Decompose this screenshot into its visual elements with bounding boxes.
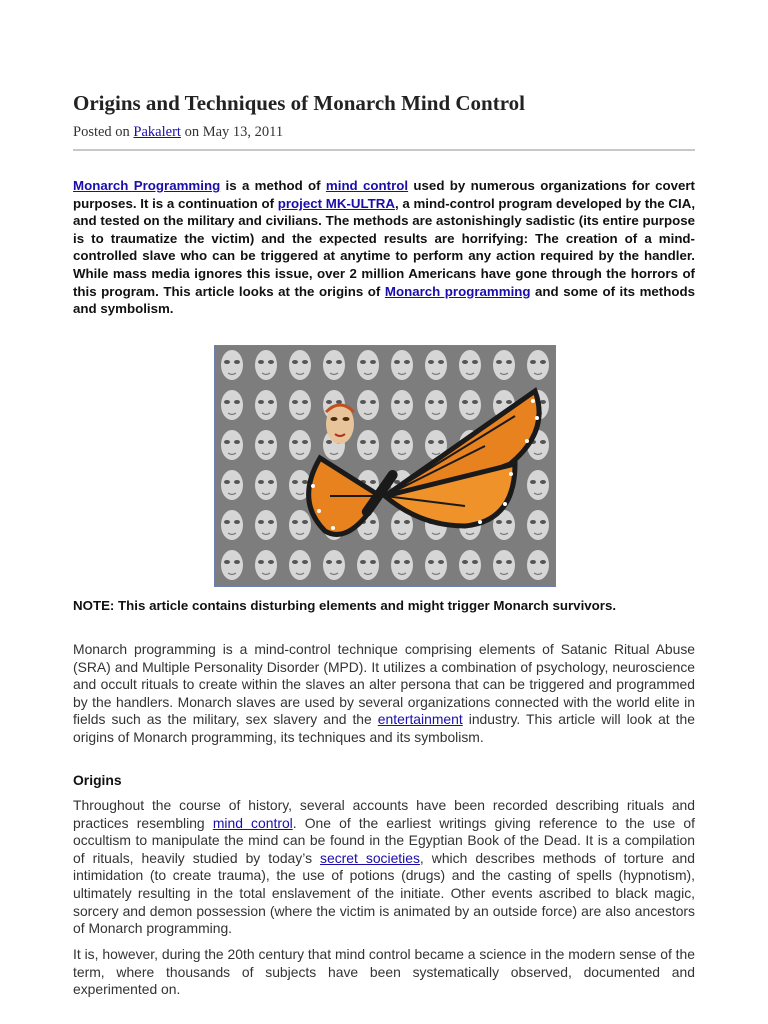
- paragraph-20th-century: It is, however, during the 20th century that mind control became a science in the modern sense of the term, where thousands of subjects have been systematically observed, documented and experimented on.: [73, 946, 695, 998]
- monarch-programming-link-2[interactable]: Monarch programming: [384, 283, 531, 299]
- paragraph-origins: [73, 797, 695, 938]
- page-title: Origins and Techniques of Monarch Mind Control: [73, 91, 525, 115]
- lead-text-2: used by numerous organizations for covert purposes. It is a continuation of: [73, 178, 695, 211]
- article-image: [214, 345, 556, 587]
- secret-societies-link[interactable]: secret societies: [320, 849, 420, 866]
- post-meta: [73, 124, 283, 141]
- lead-text-3: , a mind-control program developed by the CIA, and tested on the military and civilians. The methods are astonishingly sadistic (its entire purpose is to traumatize the victim) and the expected results are horrifying: The creation of a mind-controlled slave who can be triggered at anytime to perform any action required by the handler. While mass media ignores this issue, over 2 million Americans have gone through the horrors of this program. This article looks at the origins of: [73, 195, 696, 299]
- posted-date: on May 13, 2011: [180, 124, 284, 140]
- p1-text-2: industry. This article will look at the origins of Monarch programming, its techniques and its symbolism.: [73, 711, 695, 745]
- mind-control-link-2[interactable]: mind control: [212, 814, 293, 831]
- masks-butterfly-illustration: [215, 346, 555, 586]
- lead-text-4: and some of its methods and symbolism.: [73, 283, 695, 317]
- lead-text-1: is a method of: [220, 178, 326, 193]
- colored-mask: [326, 404, 354, 444]
- paragraph-intro: [73, 641, 695, 747]
- mind-control-link[interactable]: mind control: [325, 178, 409, 193]
- origins-heading: Origins: [73, 772, 122, 788]
- note-warning: NOTE: This article contains disturbing elements and might trigger Monarch survivors.: [73, 598, 617, 613]
- p2-text-2: . One of the earliest writings giving reference to the use of occultism to manipulate the mind can be found in the Egyptian Book of the Dead. It is a compilation of rituals, heavily studied by today’s: [73, 814, 695, 866]
- lead-paragraph: [73, 177, 695, 318]
- p2-text-3: , which describes methods of torture and intimidation (to create trauma), the use of potions (drugs) and the casting of spells (hypnotism), ultimately resulting in the total enslavement of the initiate. Other events ascribed to black magic, sorcery and demon possession (where the victim is animated by an outside force) are also ancestors of Monarch programming.: [73, 849, 695, 937]
- posted-prefix: Posted on: [73, 124, 134, 140]
- author-link[interactable]: Pakalert: [133, 124, 181, 140]
- p1-text-1: Monarch programming is a mind-control technique comprising elements of Satanic Ritual Abuse (SRA) and Multiple Personality Disorder (MPD). It utilizes a combination of psychology, neuroscience and occult rituals to create within the slaves an alter persona that can be triggered and programmed by the handlers. Monarch slaves are used by several organizations connected with the world elite in fields such as the military, sex slavery and the: [73, 641, 695, 728]
- mk-ultra-link[interactable]: project MK-ULTRA: [277, 195, 395, 211]
- entertainment-link[interactable]: entertainment: [377, 711, 463, 728]
- monarch-programming-link[interactable]: Monarch Programming: [73, 178, 221, 193]
- divider: [73, 149, 695, 151]
- p2-text-1: Throughout the course of history, several accounts have been recorded describing rituals and practices resembling: [73, 797, 695, 831]
